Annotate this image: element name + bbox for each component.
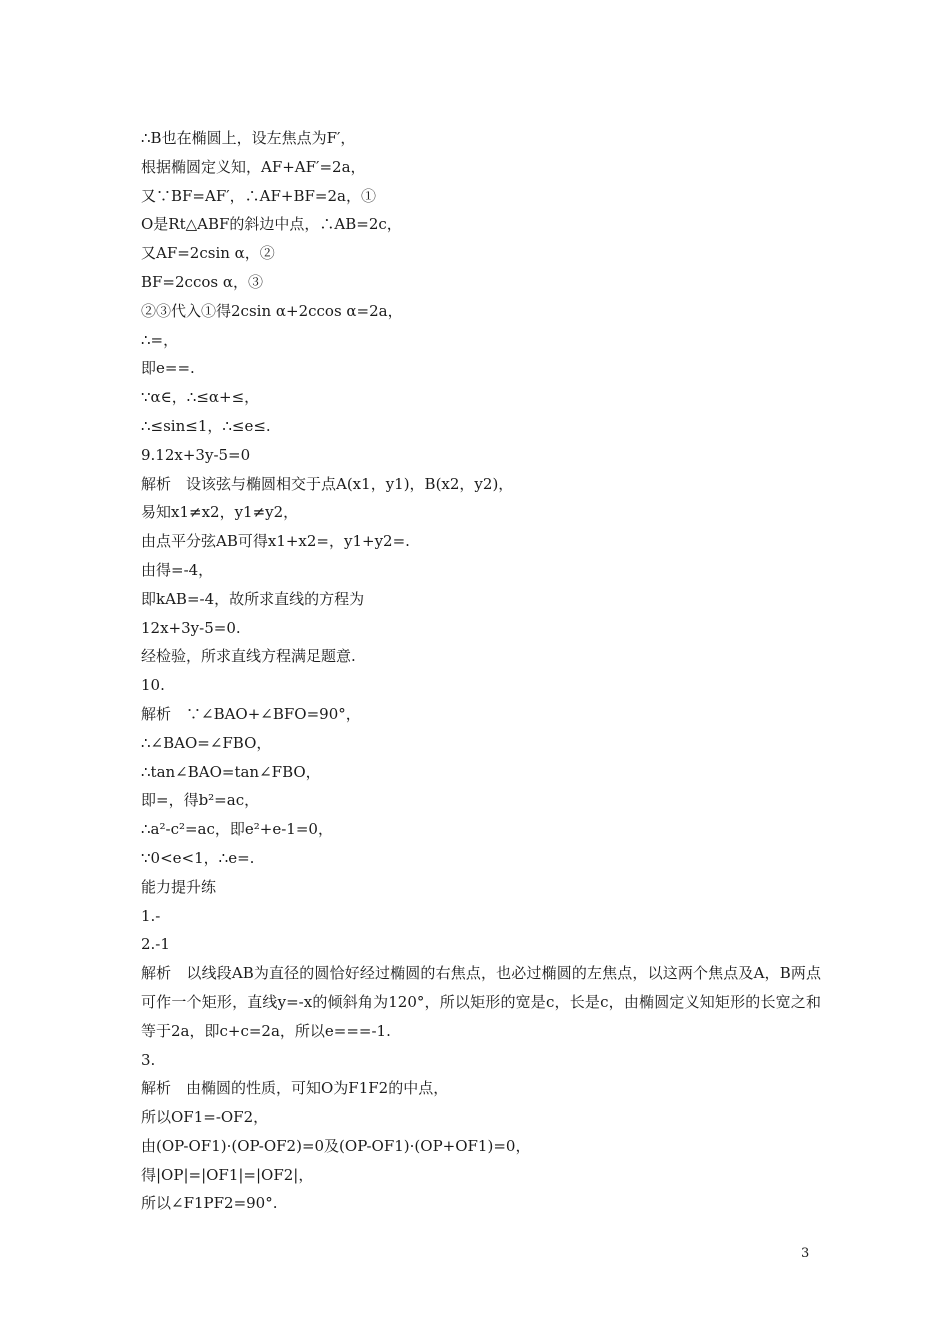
analysis-paragraph: 解析 以线段AB为直径的圆恰好经过椭圆的右焦点，也必过椭圆的左焦点，以这两个焦点及A，B两点可作一个矩形，直线y=-x的倾斜角为120°，所以矩形的宽是c，长是c，由椭圆定义知矩形的长宽之和等于2a，即c+c=2a，所以e===-1. xyxy=(141,964,821,1040)
text-line: 解析 由椭圆的性质，可知O为F1F2的中点， xyxy=(141,1079,449,1098)
answer-1: 1.- xyxy=(141,906,161,925)
text-line: ∵α∈，∴≤α+≤， xyxy=(141,388,260,407)
text-line: 得|OP|=|OF1|=|OF2|， xyxy=(141,1165,314,1184)
text-line: 解析 ∵∠BAO+∠BFO=90°， xyxy=(141,704,361,723)
answer-10: 10. xyxy=(141,676,165,695)
answer-9: 9.12x+3y-5=0 xyxy=(141,445,251,464)
text-line: 即kAB=-4，故所求直线的方程为 xyxy=(141,589,365,608)
text-line: ∴=， xyxy=(141,330,179,349)
text-line: 由点平分弦AB可得x1+x2=，y1+y2=. xyxy=(141,532,410,551)
text-line: 又AF=2csin α，② xyxy=(141,244,275,263)
text-line: 即=，得b²=ac， xyxy=(141,791,260,810)
text-line: 所以∠F1PF2=90°. xyxy=(141,1194,278,1213)
text-line: ∵0<e<1，∴e=. xyxy=(141,848,255,867)
text-line: 根据椭圆定义知，AF+AF′=2a， xyxy=(141,157,366,176)
text-line: 由(OP-OF1)·(OP-OF2)=0及(OP-OF1)·(OP+OF1)=0， xyxy=(141,1136,531,1155)
text-line: ②③代入①得2csin α+2ccos α=2a， xyxy=(141,301,403,320)
text-line: 又∵BF=AF′，∴AF+BF=2a，① xyxy=(141,186,376,205)
text-line: ∴tan∠BAO=tan∠FBO， xyxy=(141,762,321,781)
text-line: ∴a²-c²=ac，即e²+e-1=0， xyxy=(141,820,333,839)
answer-2: 2.-1 xyxy=(141,935,170,954)
text-line: BF=2ccos α，③ xyxy=(141,272,263,291)
text-line: 经检验，所求直线方程满足题意. xyxy=(141,647,356,666)
text-line: 解析 设该弦与椭圆相交于点A(x1，y1)，B(x2，y2)， xyxy=(141,474,514,493)
text-line: O是Rt△ABF的斜边中点，∴AB=2c， xyxy=(141,215,402,234)
document-body xyxy=(141,124,821,1218)
text-line: 即e==. xyxy=(141,359,195,378)
text-line: ∴∠BAO=∠FBO， xyxy=(141,733,272,752)
text-line: 由得=-4， xyxy=(141,560,214,579)
section-heading: 能力提升练 xyxy=(141,877,217,896)
text-line: 12x+3y-5=0. xyxy=(141,618,241,637)
answer-3: 3. xyxy=(141,1050,156,1069)
text-line: 易知x1≠x2，y1≠y2， xyxy=(141,503,299,522)
text-line: 所以OF1=-OF2， xyxy=(141,1108,269,1127)
text-line: ∴≤sin≤1，∴≤e≤. xyxy=(141,416,271,435)
text-line: ∴B也在椭圆上，设左焦点为F′， xyxy=(141,129,356,147)
page-number: 3 xyxy=(801,1246,810,1261)
